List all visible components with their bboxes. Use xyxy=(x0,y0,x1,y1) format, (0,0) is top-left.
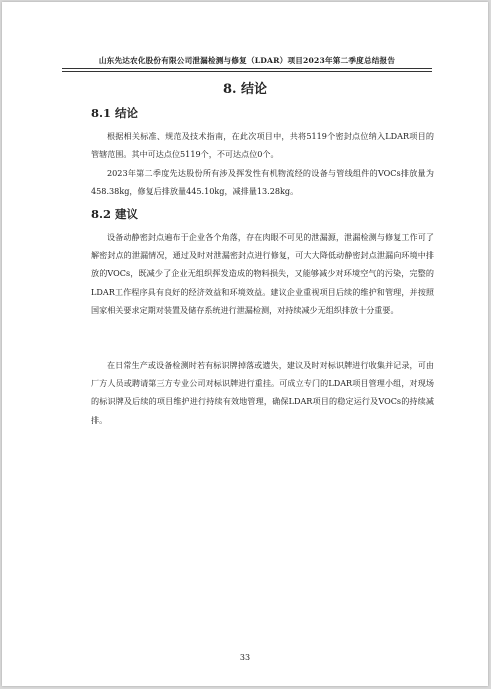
paragraph-suggestion-labels: 在日常生产或设备检测时若有标识牌掉落或遗失，建议及时对标识牌进行收集并记录，可由厂方人员或聘请第三方专业公司对标识牌进行重挂。可成立专门的LDAR项目管理小组，对现场的标识牌及后续的项目维护进行持续有效地管理，确保LDAR项目的稳定运行及VOCs的持续减排。 xyxy=(91,360,434,425)
document-page xyxy=(2,2,488,686)
paragraph-conclusion-scope: 根据相关标准、规范及技术指南，在此次项目中，共将5119个密封点位纳入LDAR项目的管辖范围。其中可达点位5119个，不可达点位0个。 xyxy=(91,131,434,160)
page-number: 33 xyxy=(239,653,251,662)
paragraph-suggestion-maintenance: 设备动静密封点遍布于企业各个角落，存在肉眼不可见的泄漏源，泄漏检测与修复工作可了解密封点的泄漏情况，通过及时对泄漏密封点进行修复，可大大降低动静密封点泄漏向环境中排放的VOCs，既减少了企业无组织挥发造成的物料损失，又能够减少对环境空气的污染，完整的LDAR工作程序具有良好的经济效益和环境效益。建议企业重视项目后续的维护和管理，并按照国家相关要求定期对装置及储存系统进行泄漏检测，对持续减少无组织排放十分重要。 xyxy=(91,232,434,315)
header-rule xyxy=(62,68,432,72)
running-header: 山东先达农化股份有限公司泄漏检测与修复（LDAR）项目2023年第二季度总结报告 xyxy=(98,56,396,65)
paragraph-conclusion-emissions: 2023年第二季度先达股份所有涉及挥发性有机物流经的设备与管线组件的VOCs排放量为458.38kg，修复后排放量445.10kg，减排量13.28kg。 xyxy=(91,168,434,197)
chapter-title: 8. 结论 xyxy=(222,82,268,97)
section-title-conclusion: 8.1 结论 xyxy=(91,106,139,120)
section-title-suggestions: 8.2 建议 xyxy=(91,207,139,221)
